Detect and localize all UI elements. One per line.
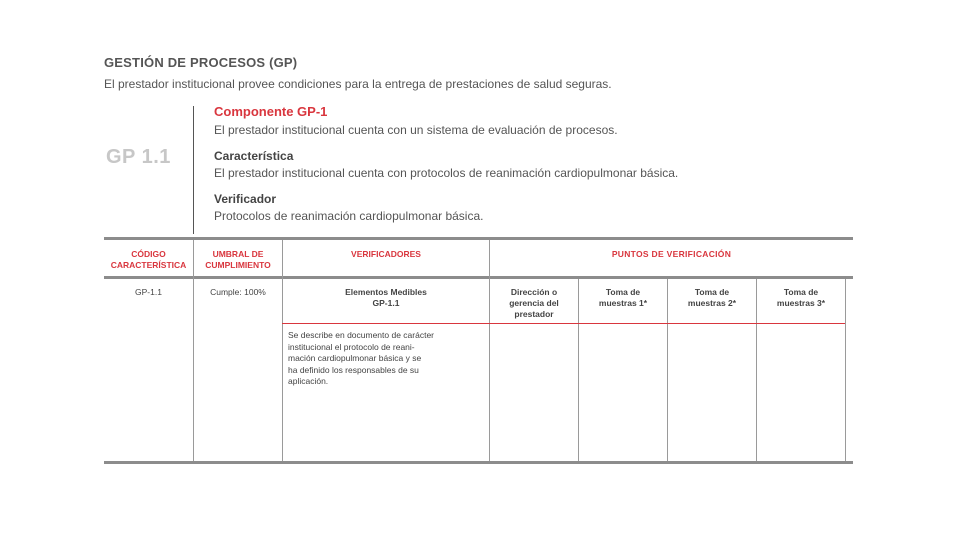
column-divider [282, 240, 283, 461]
point-muestras-2: Toma de muestras 2* [687, 287, 737, 308]
characteristic-text: El prestador institucional cuenta con protocolos de reanimación cardiopulmonar básica. [214, 166, 679, 180]
point-muestras-3: Toma de muestras 3* [776, 287, 826, 308]
code-divider [193, 106, 194, 234]
row-umbral: Cumple: 100% [210, 287, 266, 297]
elements-divider [282, 323, 845, 324]
header-umbral: UMBRAL DE CUMPLIMIENTO [205, 249, 271, 270]
elementos-medibles-heading: Elementos Medibles GP-1.1 [345, 287, 427, 308]
row-codigo: GP-1.1 [135, 287, 162, 297]
table-header-rule [104, 276, 853, 279]
header-codigo: CÓDIGO CARACTERÍSTICA [110, 249, 187, 270]
table-bottom-rule [104, 461, 853, 464]
point-muestras-1: Toma de muestras 1* [598, 287, 648, 308]
verifier-text: Protocolos de reanimación cardiopulmonar básica. [214, 209, 484, 223]
verifier-heading: Verificador [214, 192, 277, 206]
column-divider [489, 240, 490, 461]
column-divider [845, 279, 846, 461]
verifier-description: Se describe en documento de carácter institucional el protocolo de reani- mación cardiopulmonar básica y se ha definido los responsables de su aplicación. [288, 330, 435, 386]
point-direccion: Dirección o gerencia del prestador [509, 287, 559, 319]
component-heading: Componente GP-1 [214, 104, 328, 119]
header-puntos-verificacion: PUNTOS DE VERIFICACIÓN [611, 249, 732, 259]
characteristic-heading: Característica [214, 149, 294, 163]
section-title: GESTIÓN DE PROCESOS (GP) [104, 55, 298, 70]
column-divider [193, 240, 194, 461]
component-text: El prestador institucional cuenta con un sistema de evaluación de procesos. [214, 123, 618, 137]
characteristic-code-label: GP 1.1 [106, 146, 171, 168]
header-verificadores: VERIFICADORES [351, 249, 421, 259]
table-top-rule [104, 237, 853, 240]
section-subtitle: El prestador institucional provee condiciones para la entrega de prestaciones de salud seguras. [104, 77, 612, 91]
